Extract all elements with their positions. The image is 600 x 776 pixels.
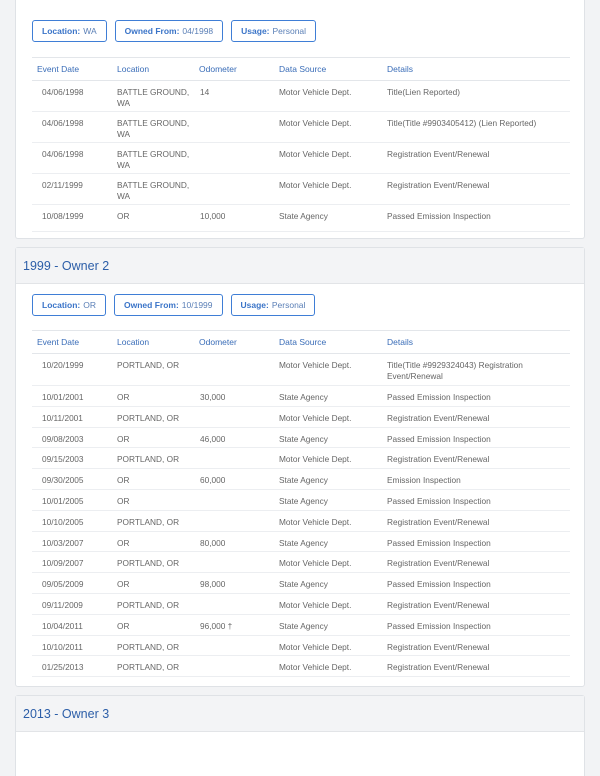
event-date-cell: 10/10/2005 [32, 510, 112, 531]
location-cell: OR [112, 386, 194, 407]
owned-from-value: 04/1998 [182, 26, 214, 36]
event-date-cell: 04/06/1998 [32, 81, 112, 112]
event-date-cell: 09/05/2009 [32, 573, 112, 594]
owned-from-value: 10/1999 [181, 300, 213, 310]
usage-pill[interactable] [231, 294, 316, 316]
event-date-cell: 10/04/2011 [32, 614, 112, 635]
table-row [32, 427, 570, 448]
col-details: Details [382, 58, 570, 81]
table-row [32, 386, 570, 407]
owner-2-title: 1999 - Owner 2 [23, 258, 110, 273]
odometer-cell [194, 174, 274, 205]
location-label: Location: [42, 26, 81, 36]
location-cell: PORTLAND, OR [112, 406, 194, 427]
usage-pill[interactable] [231, 20, 316, 42]
col-odometer: Odometer [194, 331, 274, 354]
details-cell: Passed Emission Inspection [382, 489, 570, 510]
col-event-date: Event Date [32, 58, 112, 81]
data-source-cell: State Agency [274, 386, 382, 407]
table-row [32, 354, 570, 386]
data-source-cell: State Agency [274, 205, 382, 232]
event-date-cell: 10/01/2001 [32, 386, 112, 407]
data-source-cell: Motor Vehicle Dept. [274, 406, 382, 427]
event-date-cell: 04/06/1998 [32, 112, 112, 143]
odometer-cell: 98,000 [194, 573, 274, 594]
data-source-cell: Motor Vehicle Dept. [274, 81, 382, 112]
details-cell: Registration Event/Renewal [382, 510, 570, 531]
location-cell: PORTLAND, OR [112, 448, 194, 469]
location-value: WA [83, 26, 97, 36]
data-source-cell: Motor Vehicle Dept. [274, 656, 382, 677]
table-row [32, 489, 570, 510]
owner-3-card [15, 695, 585, 776]
location-pill[interactable] [32, 294, 106, 316]
data-source-cell: State Agency [274, 427, 382, 448]
owner-2-summary [16, 294, 315, 316]
odometer-cell [194, 510, 274, 531]
location-cell: OR [112, 614, 194, 635]
table-row [32, 143, 570, 174]
details-cell: Registration Event/Renewal [382, 656, 570, 677]
event-date-cell: 10/20/1999 [32, 354, 112, 386]
table-row [32, 406, 570, 427]
event-date-cell: 09/15/2003 [32, 448, 112, 469]
owned-from-pill[interactable] [114, 294, 223, 316]
table-header-row [32, 331, 570, 354]
data-source-cell: State Agency [274, 469, 382, 490]
odometer-cell [194, 635, 274, 656]
owned-from-pill[interactable] [115, 20, 224, 42]
odometer-cell [194, 143, 274, 174]
details-cell: Passed Emission Inspection [382, 427, 570, 448]
table-row [32, 510, 570, 531]
usage-value: Personal [272, 26, 307, 36]
details-cell: Registration Event/Renewal [382, 552, 570, 573]
details-cell: Title(Title #9903405412) (Lien Reported) [382, 112, 570, 143]
data-source-cell: Motor Vehicle Dept. [274, 174, 382, 205]
odometer-cell [194, 552, 274, 573]
data-source-cell: Motor Vehicle Dept. [274, 593, 382, 614]
data-source-cell: Motor Vehicle Dept. [274, 552, 382, 573]
details-cell: Passed Emission Inspection [382, 386, 570, 407]
odometer-cell [194, 656, 274, 677]
details-cell: Registration Event/Renewal [382, 143, 570, 174]
event-date-cell: 09/08/2003 [32, 427, 112, 448]
table-header-row [32, 58, 570, 81]
odometer-cell [194, 354, 274, 386]
details-cell: Registration Event/Renewal [382, 635, 570, 656]
location-cell: OR [112, 531, 194, 552]
event-date-cell: 10/09/2007 [32, 552, 112, 573]
data-source-cell: State Agency [274, 614, 382, 635]
col-data-source: Data Source [274, 331, 382, 354]
event-date-cell: 01/25/2013 [32, 656, 112, 677]
usage-label: Usage: [241, 26, 270, 36]
owner-2-header[interactable] [16, 248, 584, 284]
table-row [32, 112, 570, 143]
event-date-cell: 10/10/2011 [32, 635, 112, 656]
table-row [32, 469, 570, 490]
table-row [32, 573, 570, 594]
location-cell: BATTLE GROUND, WA [112, 81, 194, 112]
odometer-cell [194, 448, 274, 469]
location-cell: BATTLE GROUND, WA [112, 143, 194, 174]
col-location: Location [112, 331, 194, 354]
odometer-cell [194, 593, 274, 614]
table-row [32, 593, 570, 614]
location-cell: PORTLAND, OR [112, 635, 194, 656]
owner-1-summary [16, 20, 316, 42]
col-data-source: Data Source [274, 58, 382, 81]
col-event-date: Event Date [32, 331, 112, 354]
data-source-cell: Motor Vehicle Dept. [274, 112, 382, 143]
location-cell: OR [112, 427, 194, 448]
data-source-cell: Motor Vehicle Dept. [274, 635, 382, 656]
odometer-cell: 10,000 [194, 205, 274, 232]
owner-3-title: 2013 - Owner 3 [23, 706, 110, 721]
event-date-cell: 10/03/2007 [32, 531, 112, 552]
usage-value: Personal [271, 300, 306, 310]
data-source-cell: Motor Vehicle Dept. [274, 510, 382, 531]
table-row [32, 614, 570, 635]
location-cell: PORTLAND, OR [112, 552, 194, 573]
col-details: Details [382, 331, 570, 354]
event-date-cell: 10/11/2001 [32, 406, 112, 427]
owner-2-history-table [32, 330, 570, 677]
data-source-cell: State Agency [274, 531, 382, 552]
data-source-cell: State Agency [274, 573, 382, 594]
location-cell: BATTLE GROUND, WA [112, 112, 194, 143]
details-cell: Passed Emission Inspection [382, 614, 570, 635]
odometer-cell: 96,000 † [194, 614, 274, 635]
owner-2-rows [32, 354, 570, 677]
location-cell: PORTLAND, OR [112, 510, 194, 531]
event-date-cell: 09/30/2005 [32, 469, 112, 490]
data-source-cell: Motor Vehicle Dept. [274, 448, 382, 469]
table-row [32, 552, 570, 573]
table-row [32, 531, 570, 552]
data-source-cell: Motor Vehicle Dept. [274, 143, 382, 174]
location-cell: OR [112, 469, 194, 490]
location-cell: PORTLAND, OR [112, 656, 194, 677]
usage-label: Usage: [240, 300, 269, 310]
owner-1-rows [32, 81, 570, 232]
owner-1-history-table [32, 57, 570, 232]
owned-from-label: Owned From: [124, 300, 179, 310]
location-cell: PORTLAND, OR [112, 354, 194, 386]
table-row [32, 448, 570, 469]
table-row [32, 656, 570, 677]
event-date-cell: 02/11/1999 [32, 174, 112, 205]
owner-3-header[interactable] [16, 696, 584, 732]
table-row [32, 174, 570, 205]
event-date-cell: 04/06/1998 [32, 143, 112, 174]
event-date-cell: 09/11/2009 [32, 593, 112, 614]
details-cell: Title(Title #9929324043) Registration Event/Renewal [382, 354, 570, 386]
location-value: OR [83, 300, 96, 310]
event-date-cell: 10/08/1999 [32, 205, 112, 232]
data-source-cell: State Agency [274, 489, 382, 510]
odometer-cell: 80,000 [194, 531, 274, 552]
location-cell: OR [112, 573, 194, 594]
details-cell: Registration Event/Renewal [382, 406, 570, 427]
table-row [32, 81, 570, 112]
location-pill[interactable] [32, 20, 107, 42]
details-cell: Emission Inspection [382, 469, 570, 490]
location-cell: PORTLAND, OR [112, 593, 194, 614]
owner-1-card [15, 0, 585, 239]
details-cell: Registration Event/Renewal [382, 448, 570, 469]
col-odometer: Odometer [194, 58, 274, 81]
col-location: Location [112, 58, 194, 81]
location-cell: OR [112, 489, 194, 510]
odometer-cell: 46,000 [194, 427, 274, 448]
owner-2-card [15, 247, 585, 687]
details-cell: Title(Lien Reported) [382, 81, 570, 112]
details-cell: Registration Event/Renewal [382, 593, 570, 614]
table-row [32, 205, 570, 232]
odometer-cell [194, 406, 274, 427]
odometer-cell: 30,000 [194, 386, 274, 407]
location-label: Location: [42, 300, 81, 310]
owned-from-label: Owned From: [124, 26, 180, 36]
table-row [32, 635, 570, 656]
event-date-cell: 10/01/2005 [32, 489, 112, 510]
data-source-cell: Motor Vehicle Dept. [274, 354, 382, 386]
odometer-cell [194, 489, 274, 510]
odometer-cell [194, 112, 274, 143]
details-cell: Passed Emission Inspection [382, 205, 570, 232]
location-cell: BATTLE GROUND, WA [112, 174, 194, 205]
odometer-cell: 60,000 [194, 469, 274, 490]
location-cell: OR [112, 205, 194, 232]
odometer-cell: 14 [194, 81, 274, 112]
details-cell: Registration Event/Renewal [382, 174, 570, 205]
details-cell: Passed Emission Inspection [382, 531, 570, 552]
details-cell: Passed Emission Inspection [382, 573, 570, 594]
